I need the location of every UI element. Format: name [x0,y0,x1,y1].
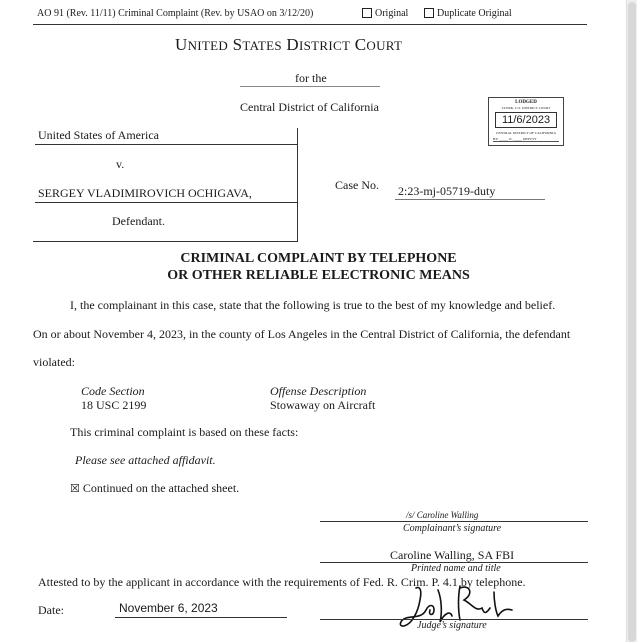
case-no-rule [395,199,545,200]
checked-box-icon: ☒ [70,482,80,495]
header-rule [33,24,587,25]
continued-label: Continued on the attached sheet. [82,481,240,495]
printed-name: Caroline Walling, SA FBI [390,548,515,562]
original-checkbox [362,8,408,19]
on-or-about: On or about November 4, 2023, in the county of Los Angeles in the Central District of California, the defendant [33,327,571,341]
code-section: 18 USC 2199 [81,398,147,412]
plaintiff-rule [35,144,297,145]
statement: I, the complainant in this case, state that the following is true to the best of my knowledge and belief. [70,298,556,312]
date-label: Date: [38,603,64,617]
defendant-label: Defendant. [112,214,165,228]
form-id: AO 91 (Rev. 11/11) Criminal Complaint (Rev. by USAO on 3/12/20) [37,8,314,19]
defendant-name: SERGEY VLADIMIROVICH OCHIGAVA, [38,186,252,200]
date-rule [115,617,287,618]
caption-vertical-rule [297,128,298,241]
original-label: Original [375,8,409,19]
lodged-stamp: LODGED CLERK, U.S. DISTRICT COURT 11/6/2023 CENTRAL DISTRICT OF CALIFORNIA BY: _____ JL _____ DEPUTY [488,97,564,146]
complainant-signature-label: Complainant’s signature [403,523,502,534]
continued-line [70,481,239,496]
scrollbar-thumb[interactable] [628,2,636,642]
attestation: Attested to by the applicant in accordance with the requirements of Fed. R. Crim. P. 4.1 by telephone. [38,575,526,589]
based-on: This criminal complaint is based on these facts: [70,425,299,439]
complainant-signature: /s/ Caroline Walling [406,510,479,520]
judge-signature-label: Judge’s signature [417,620,487,631]
plaintiff: United States of America [38,128,159,142]
stamp-date: 11/6/2023 [495,112,557,128]
defendant-rule [35,202,297,203]
district-name: Central District of California [240,100,379,114]
case-no-label: Case No. [335,178,379,192]
case-no: 2:23-mj-05719-duty [398,184,496,198]
offense-description: Stowaway on Aircraft [270,398,376,412]
for-the: for the [295,71,327,85]
versus: v. [116,157,125,171]
offense-header: Offense Description [270,384,367,398]
printed-name-label: Printed name and title [411,563,501,574]
complainant-signature-rule [320,521,588,522]
complaint-title-line2: OR OTHER RELIABLE ELECTRONIC MEANS [167,268,470,283]
caption-bottom-rule [33,241,298,242]
duplicate-checkbox [424,8,512,19]
duplicate-label: Duplicate Original [437,8,512,19]
code-section-header: Code Section [81,384,145,398]
checkbox-icon [424,8,434,18]
date-value: November 6, 2023 [119,601,218,615]
complaint-title-line1: CRIMINAL COMPLAINT BY TELEPHONE [180,251,457,266]
for-the-rule [240,86,380,87]
violated: violated: [33,355,75,369]
court-title: UNITED STATES DISTRICT COURT [175,35,403,54]
checkbox-icon [362,8,372,18]
scrollbar[interactable] [626,0,637,642]
see-affidavit: Please see attached affidavit. [75,453,216,467]
